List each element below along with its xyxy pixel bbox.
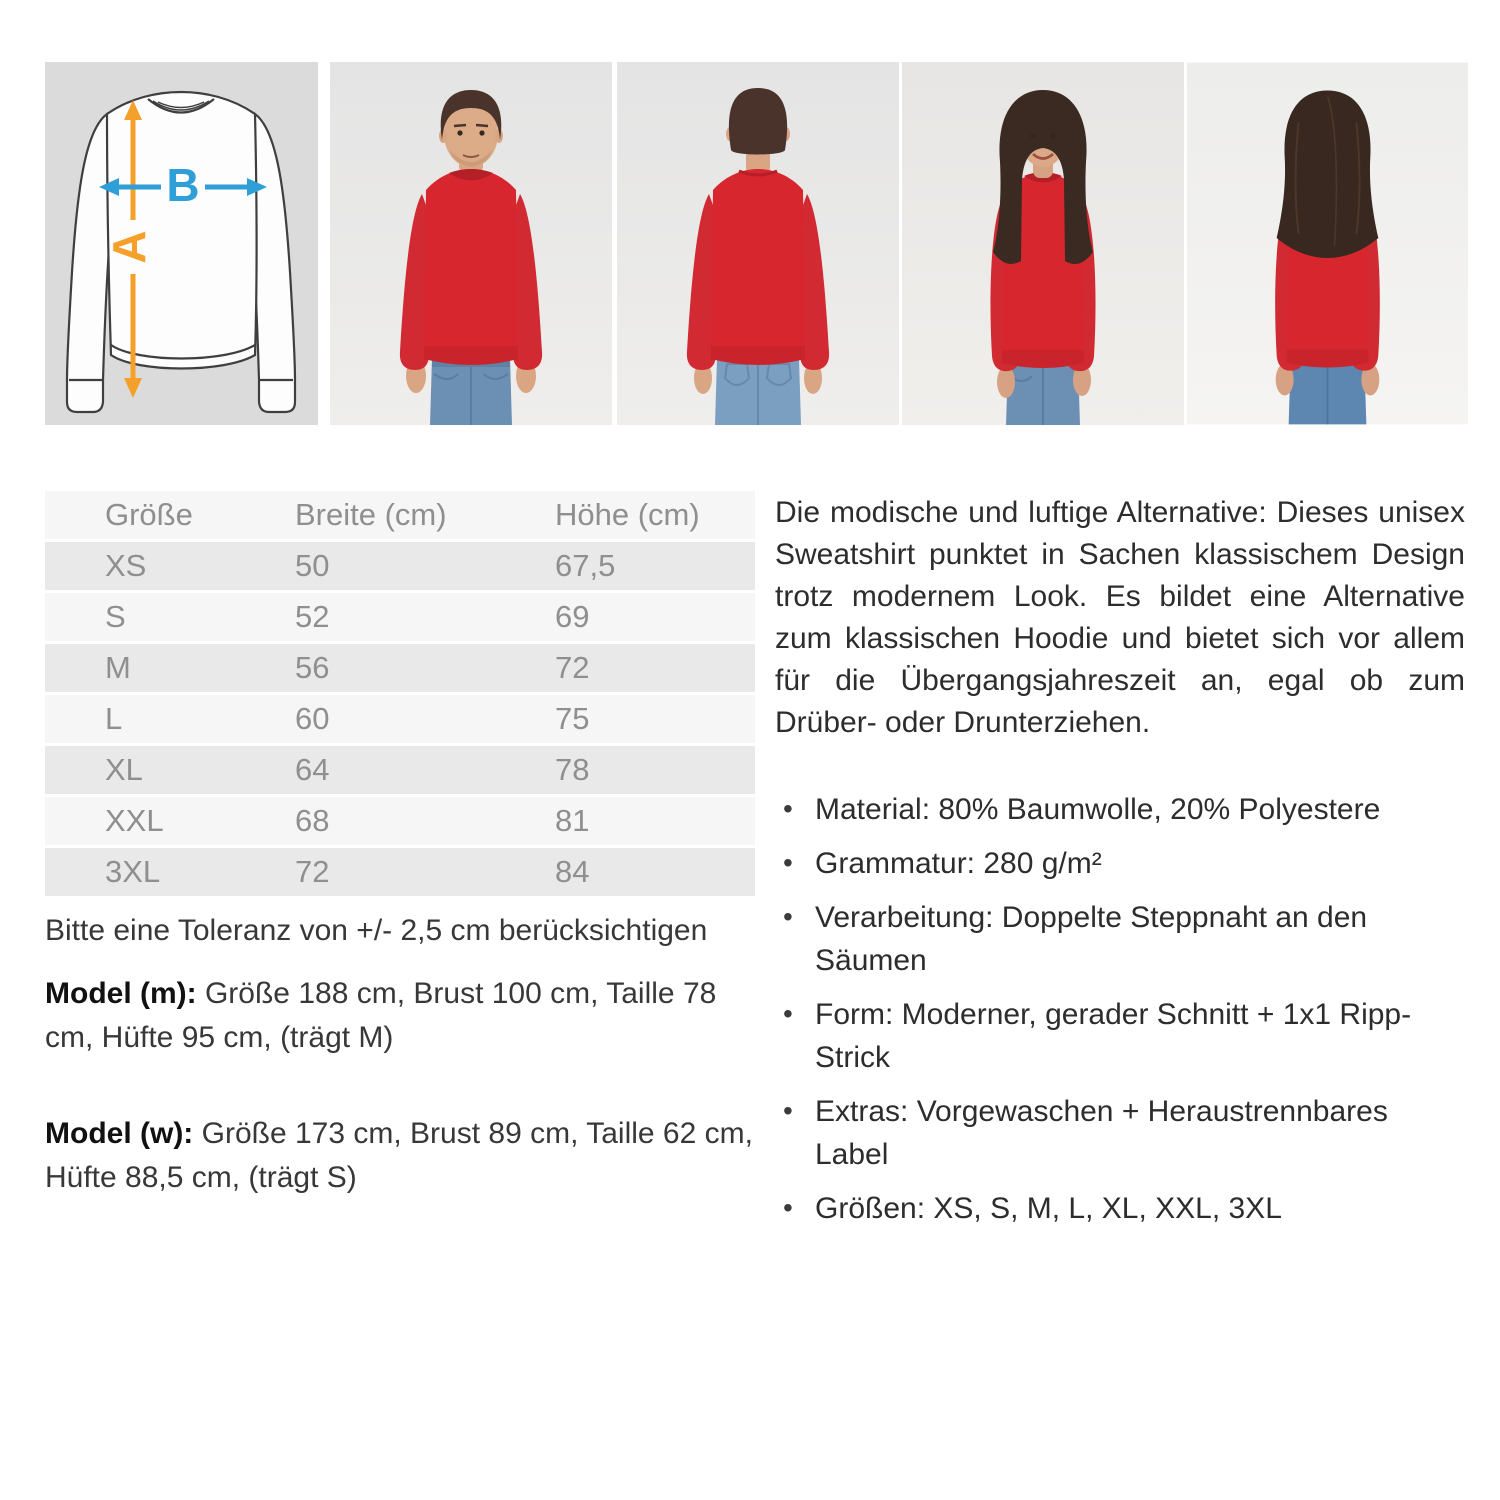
size-diagram: [45, 62, 318, 425]
photo-female-model-back: [1187, 62, 1468, 425]
cell-size: XXL: [105, 803, 164, 838]
col-breite: Breite (cm): [295, 497, 447, 532]
cell-breite: 60: [295, 701, 330, 736]
model-m-text: Größe 188 cm, Brust 100 cm, Taille 78 cm, Hüfte 95 cm, (trägt M): [45, 977, 717, 1054]
cell-breite: 56: [295, 650, 330, 685]
feature-groessen: • Größen: XS, S, M, L, XL, XXL, 3XL: [775, 1187, 1465, 1230]
sweatshirt-outline-icon: [67, 92, 295, 412]
description-paragraph: Die modische und luftige Alternative: Dieses unisex Sweatshirt punktet in Sachen klassischem Design trotz modernem Look. Es bildet eine Alternative zum klassischen Hoodie und bietet sich vor allem für die Übergangsjahreszeit an, egal ob zum Drüber- oder Drunterziehen.: [775, 496, 1465, 739]
female-back-illustration: [1187, 62, 1468, 425]
cell-hoehe: 84: [555, 854, 590, 889]
model-w-text: Größe 173 cm, Brust 89 cm, Taille 62 cm, Hüfte 88,5 cm, (trägt S): [45, 1117, 753, 1194]
feature-material: • Material: 80% Baumwolle, 20% Polyestere: [775, 788, 1465, 831]
table-row-xl: [45, 746, 755, 794]
cell-size: S: [105, 599, 126, 634]
size-info-column: [45, 488, 755, 1200]
table-row-m: [45, 644, 755, 692]
cell-hoehe: 67,5: [555, 548, 616, 583]
table-row-xxl: [45, 797, 755, 845]
photo-male-model-front: [330, 62, 612, 425]
tolerance-note: Bitte eine Toleranz von +/- 2,5 cm berücksichtigen: [45, 914, 708, 947]
feature-verarbeitung: • Verarbeitung: Doppelte Steppnaht an den Säumen: [775, 896, 1465, 982]
feature-grammatur: • Grammatur: 280 g/m²: [775, 842, 1465, 885]
size-table-header-row: [45, 491, 755, 539]
table-row-xs: [45, 542, 755, 590]
feature-form: • Form: Moderner, gerader Schnitt + 1x1 Ripp-Strick: [775, 993, 1465, 1079]
cell-size: 3XL: [105, 854, 161, 889]
label-a: A: [103, 230, 156, 264]
col-groesse: Größe: [105, 497, 193, 532]
cell-breite: 68: [295, 803, 330, 838]
label-b: B: [166, 159, 200, 212]
size-diagram-illustration: [45, 62, 318, 425]
feature-list: [775, 788, 1465, 1230]
cell-breite: 50: [295, 548, 330, 583]
cell-breite: 72: [295, 854, 330, 889]
cell-size: M: [105, 650, 131, 685]
cell-hoehe: 81: [555, 803, 590, 838]
cell-breite: 52: [295, 599, 330, 634]
photo-female-model-front: [902, 62, 1184, 425]
model-w-note: [45, 1112, 755, 1200]
table-row-s: [45, 593, 755, 641]
image-gallery: [0, 0, 1500, 430]
cell-size: L: [105, 701, 123, 736]
model-m-label: Model (m):: [45, 977, 197, 1010]
male-front-illustration: [330, 62, 612, 425]
table-row-l: [45, 695, 755, 743]
photo-male-model-back: [617, 62, 899, 425]
cell-hoehe: 78: [555, 752, 590, 787]
description-column: [775, 492, 1465, 1241]
cell-hoehe: 72: [555, 650, 590, 685]
cell-size: XL: [105, 752, 143, 787]
cell-size: XS: [105, 548, 147, 583]
cell-hoehe: 75: [555, 701, 590, 736]
model-w-label: Model (w):: [45, 1117, 194, 1150]
cell-breite: 64: [295, 752, 330, 787]
female-front-illustration: [902, 62, 1184, 425]
col-hoehe: Höhe (cm): [555, 497, 700, 532]
feature-extras: • Extras: Vorgewaschen + Heraustrennbares Label: [775, 1090, 1465, 1176]
male-back-illustration: [617, 62, 899, 425]
size-table: [45, 488, 755, 899]
table-row-3xl: [45, 848, 755, 896]
cell-hoehe: 69: [555, 599, 590, 634]
model-m-note: [45, 972, 755, 1060]
